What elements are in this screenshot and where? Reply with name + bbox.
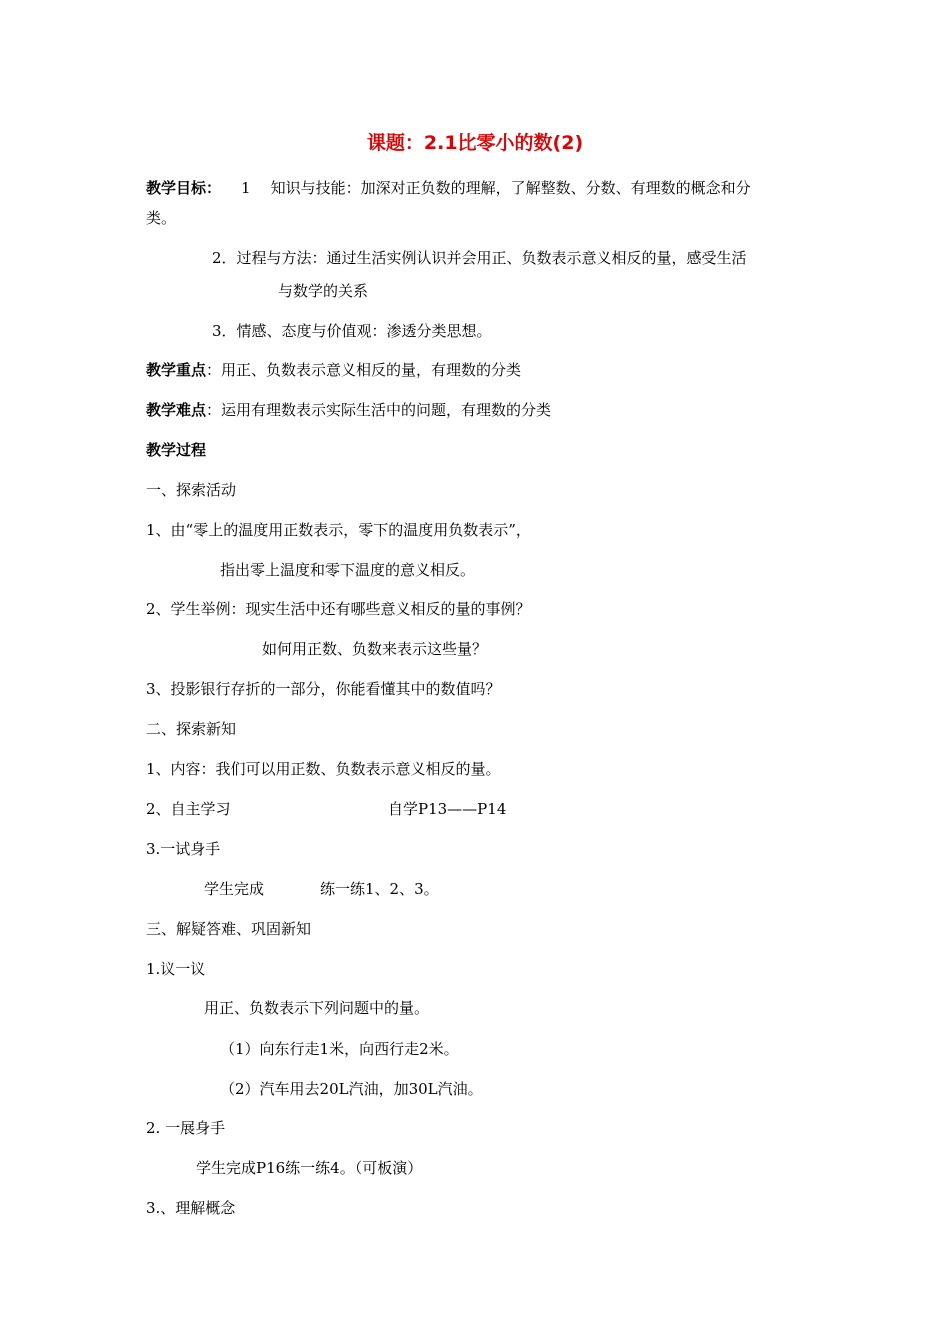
section-3-item-1-prompt: 用正、负数表示下列问题中的量。: [204, 999, 430, 1017]
section-3-item-1: 1.议一议: [146, 960, 206, 978]
section-2-item-3: 3.一试身手: [146, 840, 221, 858]
objective-line-1: [146, 178, 751, 198]
process-heading: 教学过程: [146, 441, 207, 459]
section-1-item-2-detail: 如何用正数、负数来表示这些量？: [262, 640, 488, 658]
section-3-item-2: 2. 一展身手: [146, 1119, 226, 1137]
objective-2-continuation: 与数学的关系: [278, 282, 369, 300]
section-3-item-1-question-1: （1）向东行走1米，向西行走2米。: [220, 1040, 459, 1058]
section-2-item-3-detail: 练一练1、2、3。: [320, 880, 439, 898]
difficulty-label: 教学难点: [146, 401, 207, 419]
section-1-item-1: 1、由“零上的温度用正数表示，零下的温度用负数表示”，: [146, 521, 531, 539]
section-1-item-2: 2、学生举例：现实生活中还有哪些意义相反的量的事例？: [146, 600, 531, 618]
key-point-label: 教学重点: [146, 361, 207, 379]
section-1-heading: 一、探索活动: [146, 481, 237, 499]
objective-2-text: 2．过程与方法：通过生活实例认识并会用正、负数表示意义相反的量，感受生活: [212, 249, 747, 267]
section-2-item-1: 1、内容：我们可以用正数、负数表示意义相反的量。: [146, 760, 501, 778]
section-1-item-1-detail: 指出零上温度和零下温度的意义相反。: [220, 561, 476, 579]
section-3-item-2-detail: 学生完成P16练一练4。（可板演）: [196, 1159, 423, 1177]
section-2-item-3-label: 学生完成: [204, 880, 265, 898]
section-3-item-3: 3.、理解概念: [146, 1199, 236, 1217]
key-point-line: [146, 360, 521, 380]
objective-1-number: 1: [241, 179, 251, 197]
section-2-heading: 二、探索新知: [146, 720, 237, 738]
objectives-label: 教学目标：: [146, 179, 222, 197]
section-2-item-2-label: 2、自主学习: [146, 800, 231, 818]
objective-1-text: 知识与技能：加深对正负数的理解，了解整数、分数、有理数的概念和分: [270, 179, 751, 197]
section-3-item-1-question-2: （2）汽车用去20L汽油，加30L汽油。: [220, 1080, 483, 1098]
section-2-item-2-detail: 自学P13——P14: [388, 800, 507, 818]
difficulty-text: ：运用有理数表示实际生活中的问题，有理数的分类: [206, 401, 552, 419]
document-title: 课题：2.1比零小的数(2): [366, 132, 584, 154]
section-3-heading: 三、解疑答难、巩固新知: [146, 920, 312, 938]
objective-1-continuation: 类。: [146, 209, 177, 227]
key-point-text: ：用正、负数表示意义相反的量，有理数的分类: [206, 361, 522, 379]
difficulty-line: [146, 400, 551, 420]
objective-3-text: 3．情感、态度与价值观：渗透分类思想。: [212, 322, 492, 340]
section-1-item-3: 3、投影银行存折的一部分，你能看懂其中的数值吗？: [146, 680, 501, 698]
